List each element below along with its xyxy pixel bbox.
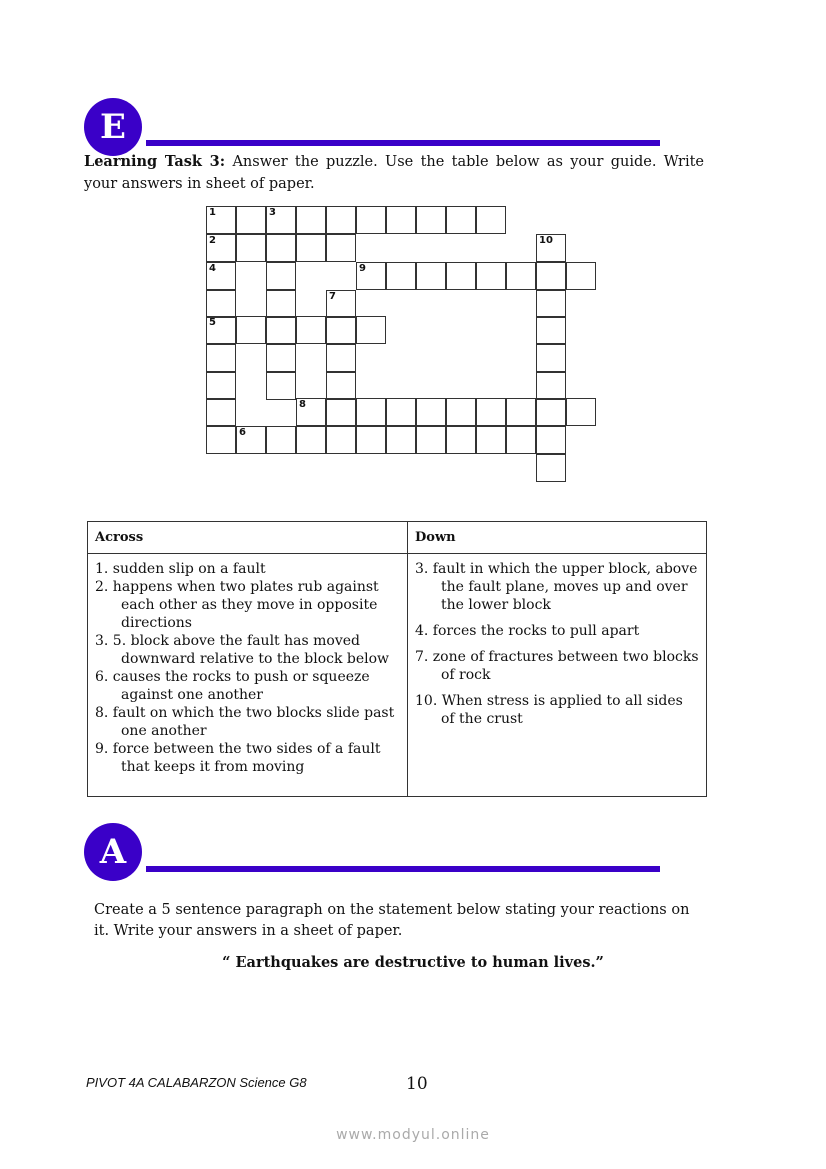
- clue-down: 3. fault in which the upper block, above the fault plane, moves up and over the lower block: [415, 561, 698, 613]
- crossword-cell[interactable]: [296, 234, 326, 262]
- crossword-cell[interactable]: [266, 262, 296, 290]
- crossword-cell[interactable]: [446, 398, 476, 426]
- crossword-cell[interactable]: [206, 262, 236, 290]
- clue-down: 4. forces the rocks to pull apart: [415, 623, 640, 639]
- clue-number: 5: [209, 317, 216, 328]
- clue-number: 3: [269, 207, 276, 218]
- crossword-grid: [206, 206, 606, 496]
- task-instructions: [84, 151, 704, 195]
- crossword-cell[interactable]: [536, 262, 566, 290]
- clue-across: 2. happens when two plates rub against each other as they move in opposite directions: [95, 579, 379, 631]
- crossword-cell[interactable]: [326, 344, 356, 372]
- clue-across: 8. fault on which the two blocks slide past one another: [95, 705, 395, 739]
- crossword-cell[interactable]: [536, 234, 566, 262]
- crossword-cell[interactable]: [356, 426, 386, 454]
- clue-number: 6: [239, 427, 246, 438]
- crossword-cell[interactable]: [206, 398, 236, 426]
- clue-number: 9: [359, 263, 366, 274]
- crossword-cell[interactable]: [266, 206, 296, 234]
- crossword-cell[interactable]: [206, 426, 236, 454]
- crossword-cell[interactable]: [296, 206, 326, 234]
- across-header: Across: [88, 522, 408, 554]
- crossword-cell[interactable]: [206, 372, 236, 400]
- clue-down: 7. zone of fractures between two blocks of rock: [415, 649, 699, 683]
- clue-number: 8: [299, 399, 306, 410]
- section-a-instructions: Create a 5 sentence paragraph on the statement below stating your reactions on it. Write your answers in a sheet of paper.: [94, 902, 690, 939]
- crossword-cell[interactable]: [566, 262, 596, 290]
- crossword-cell[interactable]: [446, 262, 476, 290]
- crossword-cell[interactable]: [266, 426, 296, 454]
- clue-across: 6. causes the rocks to push or squeeze against one another: [95, 669, 370, 703]
- clue-number: 4: [209, 263, 216, 274]
- clue-number: 1: [209, 207, 216, 218]
- badge-letter: E: [100, 107, 126, 147]
- crossword-cell[interactable]: [416, 426, 446, 454]
- crossword-cell[interactable]: [206, 316, 236, 344]
- clue-across: 1. sudden slip on a fault: [95, 561, 266, 577]
- statement: “ Earthquakes are destructive to human lives.”: [222, 954, 604, 971]
- crossword-cell[interactable]: [446, 206, 476, 234]
- crossword-cell[interactable]: [236, 206, 266, 234]
- crossword-cell[interactable]: [386, 398, 416, 426]
- crossword-cell[interactable]: [236, 234, 266, 262]
- crossword-cell[interactable]: [206, 234, 236, 262]
- crossword-cell[interactable]: [506, 426, 536, 454]
- crossword-cell[interactable]: [356, 398, 386, 426]
- across-clues: [88, 554, 408, 797]
- crossword-cell[interactable]: [536, 372, 566, 400]
- crossword-cell[interactable]: [326, 316, 356, 344]
- crossword-cell[interactable]: [326, 426, 356, 454]
- crossword-cell[interactable]: [536, 344, 566, 372]
- crossword-cell[interactable]: [326, 206, 356, 234]
- crossword-cell[interactable]: [476, 262, 506, 290]
- crossword-cell[interactable]: [386, 262, 416, 290]
- crossword-cell[interactable]: [506, 262, 536, 290]
- crossword-cell[interactable]: [386, 426, 416, 454]
- crossword-cell[interactable]: [326, 398, 356, 426]
- crossword-cell[interactable]: [326, 372, 356, 400]
- clues-table: [87, 521, 707, 797]
- crossword-cell[interactable]: [206, 344, 236, 372]
- crossword-cell[interactable]: [266, 372, 296, 400]
- crossword-cell[interactable]: [416, 262, 446, 290]
- crossword-cell[interactable]: [326, 234, 356, 262]
- crossword-cell[interactable]: [446, 426, 476, 454]
- crossword-cell[interactable]: [476, 426, 506, 454]
- crossword-cell[interactable]: [356, 316, 386, 344]
- crossword-cell[interactable]: [266, 344, 296, 372]
- crossword-cell[interactable]: [266, 234, 296, 262]
- clue-number: 7: [329, 291, 336, 302]
- crossword-cell[interactable]: [356, 206, 386, 234]
- crossword-cell[interactable]: [206, 206, 236, 234]
- crossword-cell[interactable]: [236, 426, 266, 454]
- crossword-cell[interactable]: [536, 426, 566, 454]
- crossword-cell[interactable]: [536, 290, 566, 318]
- badge-letter: A: [99, 832, 127, 872]
- crossword-cell[interactable]: [476, 206, 506, 234]
- crossword-cell[interactable]: [506, 398, 536, 426]
- footer-text: PIVOT 4A CALABARZON Science G8: [86, 1075, 307, 1090]
- section-divider: [146, 140, 660, 146]
- crossword-cell[interactable]: [536, 316, 566, 344]
- watermark: www.modyul.online: [336, 1127, 490, 1143]
- crossword-cell[interactable]: [536, 398, 566, 426]
- crossword-cell[interactable]: [566, 398, 596, 426]
- task-text: Answer the puzzle. Use the table below as your guide. Write your answers in sheet of paper.: [84, 154, 704, 192]
- crossword-cell[interactable]: [266, 290, 296, 318]
- crossword-cell[interactable]: [356, 262, 386, 290]
- crossword-cell[interactable]: [476, 398, 506, 426]
- crossword-cell[interactable]: [416, 398, 446, 426]
- crossword-cell[interactable]: [536, 454, 566, 482]
- page-number: 10: [406, 1074, 428, 1094]
- section-a-badge: [84, 823, 142, 881]
- crossword-cell[interactable]: [206, 290, 236, 318]
- crossword-cell[interactable]: [296, 316, 326, 344]
- crossword-cell[interactable]: [296, 426, 326, 454]
- crossword-cell[interactable]: [296, 398, 326, 426]
- task-label: Learning Task 3:: [84, 153, 226, 170]
- crossword-cell[interactable]: [326, 290, 356, 318]
- down-header: Down: [408, 522, 707, 554]
- clue-number: 2: [209, 235, 216, 246]
- crossword-cell[interactable]: [386, 206, 416, 234]
- down-clues: [408, 554, 707, 797]
- clue-number: 10: [539, 235, 553, 246]
- clue-across: 3. 5. block above the fault has moved downward relative to the block below: [95, 633, 390, 667]
- clue-across: 9. force between the two sides of a fault that keeps it from moving: [95, 741, 381, 775]
- crossword-cell[interactable]: [416, 206, 446, 234]
- clue-down: 10. When stress is applied to all sides of the crust: [415, 693, 683, 727]
- section-divider: [146, 866, 660, 872]
- crossword-cell[interactable]: [266, 316, 296, 344]
- section-e-badge: [84, 98, 142, 156]
- crossword-cell[interactable]: [236, 316, 266, 344]
